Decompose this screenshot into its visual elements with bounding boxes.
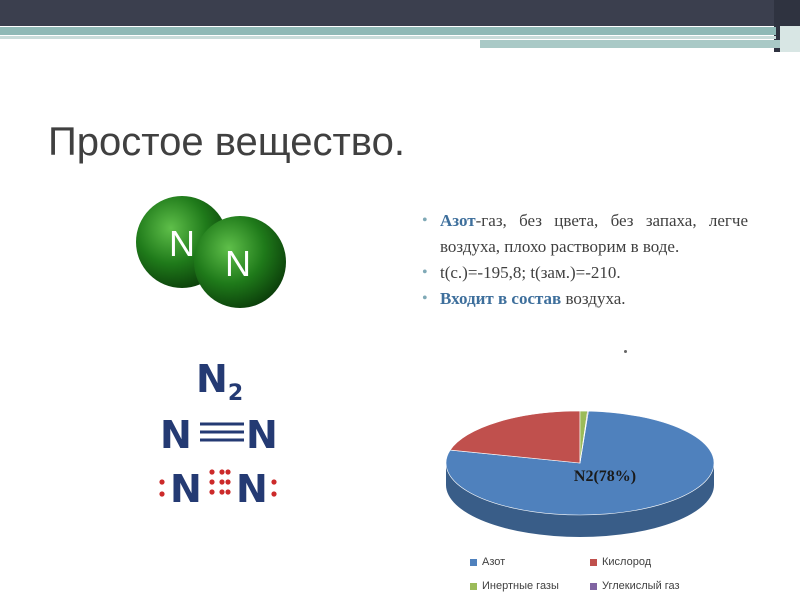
decorative-dot [624,350,627,353]
legend-label: Углекислый газ [602,580,680,592]
legend-label: Азот [482,556,506,568]
bullet-text: t(с.)=-195,8; t(зам.)=-210. [440,263,621,282]
slide-title: Простое вещество. [48,120,405,164]
legend-label: Кислород [602,556,652,568]
lewis-formula-left: N [170,467,202,511]
legend-item [590,580,680,592]
bullet-highlight: Входит в состав [440,289,562,308]
bullet-list [418,208,748,312]
bullet-item [418,286,748,312]
legend-swatch [470,583,477,590]
legend-swatch [590,559,597,566]
molecular-formula [196,357,243,406]
legend-label: Инертные газы [482,580,559,592]
molecular-formula-element: N [196,357,228,401]
legend-item [470,580,559,592]
legend-swatch [590,583,597,590]
legend-item [470,556,505,568]
triple-bond [200,424,244,440]
molecular-formula-subscript: 2 [227,381,244,406]
pie-data-label: N2(78%) [573,468,637,485]
atom-label-right: N [225,243,251,284]
bullet-text: -газ, без цвета, без запаха, легче воздуха, плохо растворим в воде. [440,211,748,256]
bullet-item [418,260,748,286]
bullet-highlight: Азот [440,211,476,230]
legend-swatch [470,559,477,566]
structural-formula-left: N [160,413,192,457]
air-composition-pie-chart [440,395,730,555]
bullet-text: воздуха. [561,289,626,308]
lewis-formula-right: N [236,467,268,511]
pie-top [446,411,714,515]
legend-item [590,556,651,568]
bullet-item [418,208,748,260]
atom-label-left: N [169,223,195,264]
structural-formula-right: N [246,413,278,457]
